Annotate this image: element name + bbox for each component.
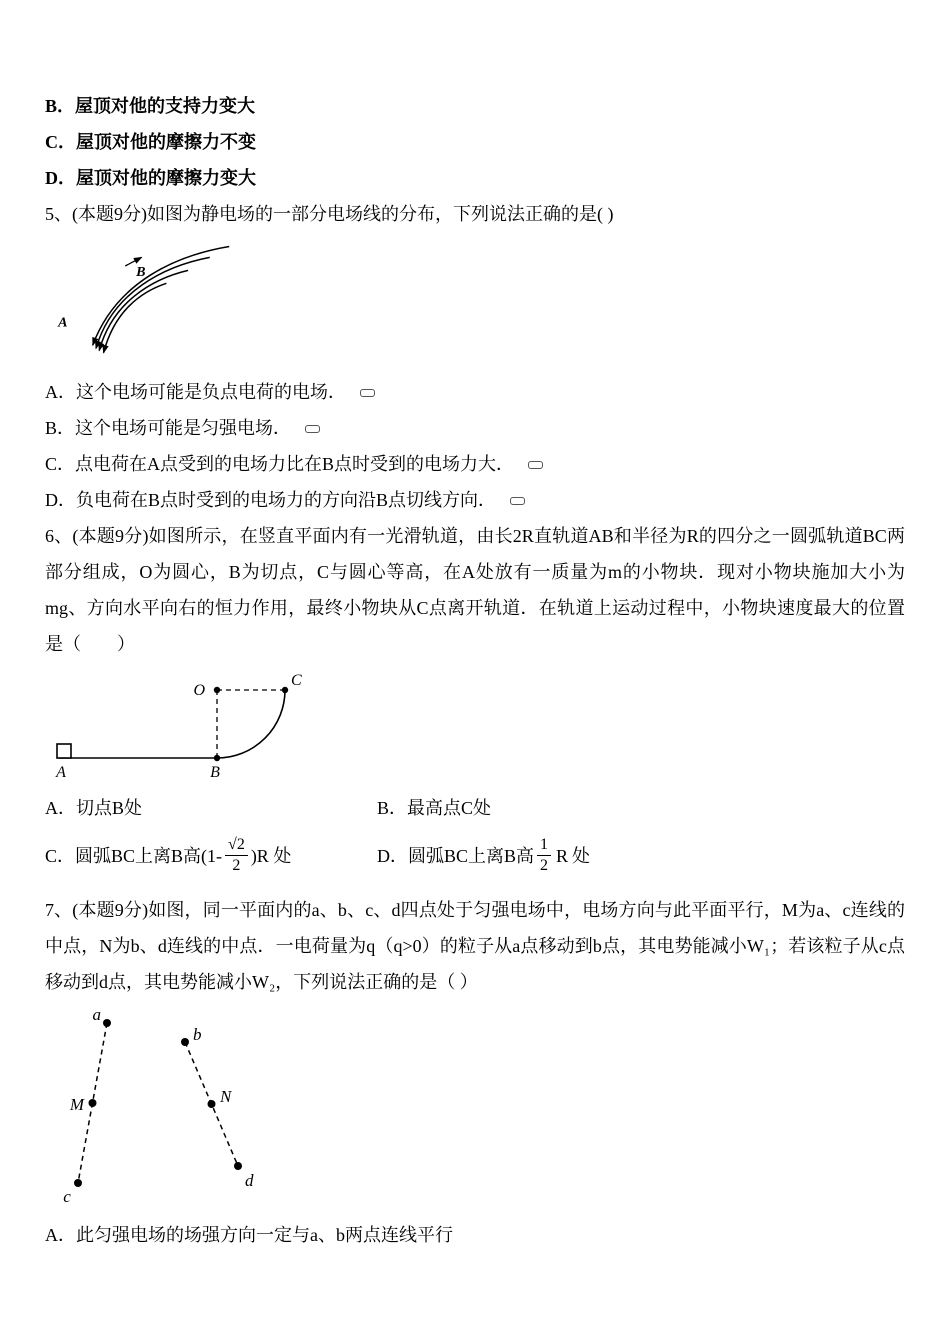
point-a-label: a [92, 1010, 101, 1024]
q4-option-b: B．屋顶对他的支持力变大 [45, 96, 256, 116]
q6-option-b: B．最高点C处 [377, 798, 492, 818]
field-line-curves [93, 247, 230, 353]
q6-option-a: A．切点B处 [45, 798, 143, 818]
q6-option-c-prefix: C．圆弧BC上离B高 [45, 846, 202, 866]
q6-option-c-close-paren: )R [250, 846, 269, 866]
point-C-dot [282, 687, 288, 693]
q6-option-d [377, 830, 590, 882]
point-d-label: d [245, 1171, 254, 1190]
question-6-options-row-2 [45, 830, 905, 882]
box-glyph-icon [510, 497, 525, 505]
box-glyph-icon [360, 389, 375, 397]
point-A-label: A [56, 764, 66, 781]
track-lines [59, 690, 285, 758]
point-B-dot [214, 755, 220, 761]
point-b-dot [181, 1038, 189, 1046]
question-4-options [45, 88, 905, 196]
q5-option-c-text: C．点电荷在A点受到的电场力比在B点时受到的电场力大． [45, 454, 515, 474]
q7-option-a: A．此匀强电场的场强方向一定与a、b两点连线平行 [45, 1225, 453, 1245]
one-half-fraction: $\frac{1}{2}$ [537, 837, 551, 876]
q6-option-d-unit: R [556, 846, 569, 866]
point-C-label: C [291, 672, 302, 689]
arc-track-BC [217, 690, 285, 758]
sqrt2-over-2-fraction: $\frac{√2}{2}$ [225, 837, 248, 876]
q4-option-c: C．屋顶对他的摩擦力不变 [45, 132, 256, 152]
point-d-dot [234, 1162, 242, 1170]
point-M-dot [89, 1099, 97, 1107]
q6-option-c [45, 830, 377, 882]
point-N-dot [208, 1100, 216, 1108]
point-O-label: O [193, 682, 205, 699]
q6-option-c-open-paren: (1- [201, 846, 223, 866]
point-O-dot [214, 687, 220, 693]
q6-option-c-suffix: 处 [273, 846, 292, 866]
q6-option-d-suffix: 处 [572, 846, 591, 866]
box-glyph-icon [305, 425, 320, 433]
q5-option-a-text: A．这个电场可能是负点电荷的电场． [45, 382, 346, 402]
field-lines-figure [49, 240, 234, 370]
point-N-label: N [220, 1087, 232, 1106]
point-c-dot [74, 1179, 82, 1187]
question-5-stem: 5、(本题9分)如图为静电场的一部分电场线的分布，下列说法正确的是( ) [45, 204, 614, 224]
point-b-label: b [193, 1025, 202, 1044]
question-5-options [45, 374, 905, 518]
points-figure [57, 1010, 277, 1215]
q5-option-c [45, 446, 905, 482]
point-B-label: B [210, 764, 220, 781]
q5-option-b-text: B．这个电场可能是匀强电场． [45, 418, 292, 438]
q4-option-d: D．屋顶对他的摩擦力变大 [45, 168, 256, 188]
q5-option-d-text: D．负电荷在B点时受到的电场力的方向沿B点切线方向． [45, 490, 497, 510]
q5-option-a [45, 374, 905, 410]
point-c-label: c [63, 1187, 71, 1206]
question-6-options-row-1 [45, 790, 905, 826]
q5-option-b [45, 410, 905, 446]
question-7-stem: 7、(本题9分)如图，同一平面内的a、b、c、d四点处于匀强电场中，电场方向与此平面平行，M为a、c连线的中点，N为b、d连线的中点．一电荷量为q（q>0）的粒子从a点移动到b点，其电势能减小W₁；若该粒子从c点移动到d点，其电势能减小W₂，下列说法正确的是（ ） [45, 900, 905, 992]
box-glyph-icon [528, 461, 543, 469]
point-a-label: A [58, 314, 68, 331]
q5-option-d [45, 482, 905, 518]
point-a-dot [103, 1019, 111, 1027]
point-b-label: B [136, 263, 146, 280]
track-figure [45, 670, 345, 782]
block-at-A [57, 744, 71, 758]
point-M-label: M [69, 1095, 84, 1114]
q6-option-d-prefix: D．圆弧BC上离B高 [377, 846, 535, 866]
question-6-stem: 6、(本题9分)如图所示，在竖直平面内有一光滑轨道，由长2R直轨道AB和半径为R的四分之一圆弧轨道BC两部分组成，O为圆心，B为切点，C与圆心等高，在A处放有一质量为m的小物块．现对小物块施加大小为mg、方向水平向右的恒力作用，最终小物块从C点离开轨道．在轨道上运动过程中，小物块速度最大的位置是（ ） [45, 526, 905, 654]
